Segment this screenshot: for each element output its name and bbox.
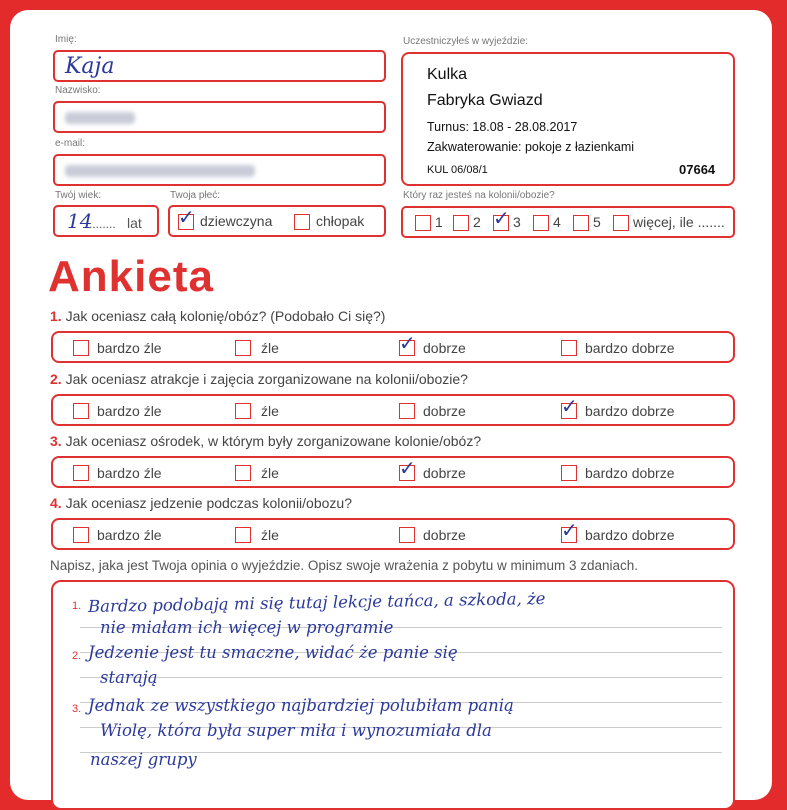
turnus: Turnus: 18.08 - 28.08.2017 (427, 120, 578, 134)
survey-title: Ankieta (48, 252, 214, 301)
rating-row-3 (51, 456, 735, 488)
redacted-surname (65, 112, 135, 124)
email-label: e-mail: (55, 138, 86, 149)
checkmark-icon: ✓ (399, 458, 416, 480)
checkmark-icon: ✓ (561, 396, 578, 418)
rating-checkbox[interactable] (561, 340, 577, 356)
question-4 (50, 495, 352, 511)
rating-label: źle (261, 465, 279, 481)
rating-checkbox[interactable] (561, 465, 577, 481)
age-unit: lat (127, 215, 142, 231)
times-option-1: 1 (435, 214, 443, 230)
rating-checkbox[interactable] (561, 520, 578, 543)
times-option-more: więcej, ile ....... (633, 214, 725, 230)
age-dots: ........ (89, 217, 116, 231)
question-text: Jak oceniasz jedzenie podczas kolonii/obozu? (65, 495, 352, 511)
rating-checkbox[interactable] (399, 527, 415, 543)
rating-label: dobrze (423, 527, 466, 543)
rating-label: bardzo dobrze (585, 403, 675, 419)
rating-checkbox[interactable] (561, 396, 578, 419)
opinion-line: Bardzo podobają mi się tutaj lekcje tańca, a szkoda, że (87, 589, 546, 616)
surname-field[interactable] (53, 101, 386, 133)
name-field[interactable] (53, 50, 386, 82)
rating-checkbox[interactable] (73, 527, 89, 543)
times-option-4: 4 (553, 214, 561, 230)
rating-checkbox[interactable] (235, 403, 251, 419)
rating-row-4 (51, 518, 735, 550)
checkmark-icon: ✓ (493, 208, 510, 230)
checkmark-icon: ✓ (178, 207, 195, 229)
opinion-line: Jednak ze wszystkiego najbardziej polubiłam panią (88, 696, 514, 715)
rating-checkbox[interactable] (399, 333, 416, 356)
rating-checkbox[interactable] (399, 458, 416, 481)
question-text: Jak oceniasz ośrodek, w którym były zorganizowane kolonie/obóz? (65, 433, 482, 449)
opinion-number: 1. (72, 600, 82, 612)
rating-label: dobrze (423, 403, 466, 419)
gender-option-boy: chłopak (316, 213, 365, 229)
times-checkbox-5[interactable] (573, 215, 589, 231)
gender-checkbox-girl[interactable] (178, 207, 195, 230)
question-text: Jak oceniasz całą kolonię/obóz? (Podobało Ci się?) (65, 308, 386, 324)
trip-info-box (401, 52, 735, 186)
opinion-line: starają (100, 668, 158, 687)
camp-program: Fabryka Gwiazd (427, 92, 543, 109)
times-field (401, 206, 735, 238)
rating-label: bardzo dobrze (585, 527, 675, 543)
form-number: 07664 (679, 162, 716, 177)
question-1 (50, 308, 385, 324)
question-number: 1. (50, 308, 62, 324)
camp-code: KUL 06/08/1 (427, 164, 488, 176)
gender-field (168, 205, 386, 237)
question-number: 2. (50, 371, 62, 387)
times-checkbox-more[interactable] (613, 215, 629, 231)
rating-label: bardzo źle (97, 403, 162, 419)
rating-label: źle (261, 340, 279, 356)
checkmark-icon: ✓ (561, 520, 578, 542)
opinion-line: Wiolę, która była super miła i wynozumiała dla (100, 721, 492, 740)
question-text: Jak oceniasz atrakcje i zajęcia zorganizowane na kolonii/obozie? (65, 371, 468, 387)
rating-label: bardzo źle (97, 340, 162, 356)
times-label: Który raz jesteś na kolonii/obozie? (403, 190, 555, 201)
rating-row-2 (51, 394, 735, 426)
checkmark-icon: ✓ (399, 333, 416, 355)
opinion-number: 3. (72, 703, 82, 715)
rating-checkbox[interactable] (399, 403, 415, 419)
trip-label: Uczestniczyłeś w wyjeździe: (403, 36, 529, 47)
rating-checkbox[interactable] (235, 527, 251, 543)
question-number: 3. (50, 433, 62, 449)
opinion-line: naszej grupy (90, 750, 197, 769)
surname-label: Nazwisko: (55, 85, 101, 96)
rating-label: bardzo źle (97, 527, 162, 543)
gender-checkbox-boy[interactable] (294, 214, 310, 230)
rating-label: bardzo dobrze (585, 465, 675, 481)
opinion-line: nie miałam ich więcej w programie (100, 618, 394, 637)
opinion-prompt: Napisz, jaka jest Twoja opinia o wyjeździe. Opisz swoje wrażenia z pobytu w minimum 3 zdaniach. (50, 558, 639, 573)
rating-label: bardzo dobrze (585, 340, 675, 356)
gender-label: Twoja płeć: (170, 190, 221, 201)
redacted-email (65, 165, 255, 177)
times-checkbox-2[interactable] (453, 215, 469, 231)
name-value: Kaja (65, 54, 115, 79)
age-field[interactable] (53, 205, 159, 237)
survey-form (10, 10, 772, 800)
times-checkbox-3[interactable] (493, 208, 510, 231)
rating-checkbox[interactable] (73, 403, 89, 419)
rating-label: źle (261, 403, 279, 419)
camp-name: Kulka (427, 66, 468, 83)
question-number: 4. (50, 495, 62, 511)
ruled-line (80, 677, 722, 678)
rating-label: źle (261, 527, 279, 543)
question-2 (50, 371, 468, 387)
rating-label: bardzo źle (97, 465, 162, 481)
rating-label: dobrze (423, 465, 466, 481)
email-field[interactable] (53, 154, 386, 186)
rating-checkbox[interactable] (73, 340, 89, 356)
times-option-3: 3 (513, 214, 521, 230)
rating-checkbox[interactable] (235, 465, 251, 481)
opinion-number: 2. (72, 650, 82, 662)
rating-label: dobrze (423, 340, 466, 356)
times-checkbox-1[interactable] (415, 215, 431, 231)
age-value: 14 (67, 209, 93, 233)
gender-option-girl: dziewczyna (200, 213, 273, 229)
age-label: Twój wiek: (55, 190, 102, 201)
times-option-5: 5 (593, 214, 601, 230)
rating-checkbox[interactable] (235, 340, 251, 356)
times-checkbox-4[interactable] (533, 215, 549, 231)
times-option-2: 2 (473, 214, 481, 230)
rating-checkbox[interactable] (73, 465, 89, 481)
accommodation: Zakwaterowanie: pokoje z łazienkami (427, 140, 635, 154)
opinion-line: Jedzenie jest tu smaczne, widać że panie się (88, 643, 458, 662)
question-3 (50, 433, 481, 449)
rating-row-1 (51, 331, 735, 363)
name-label: Imię: (55, 34, 77, 45)
